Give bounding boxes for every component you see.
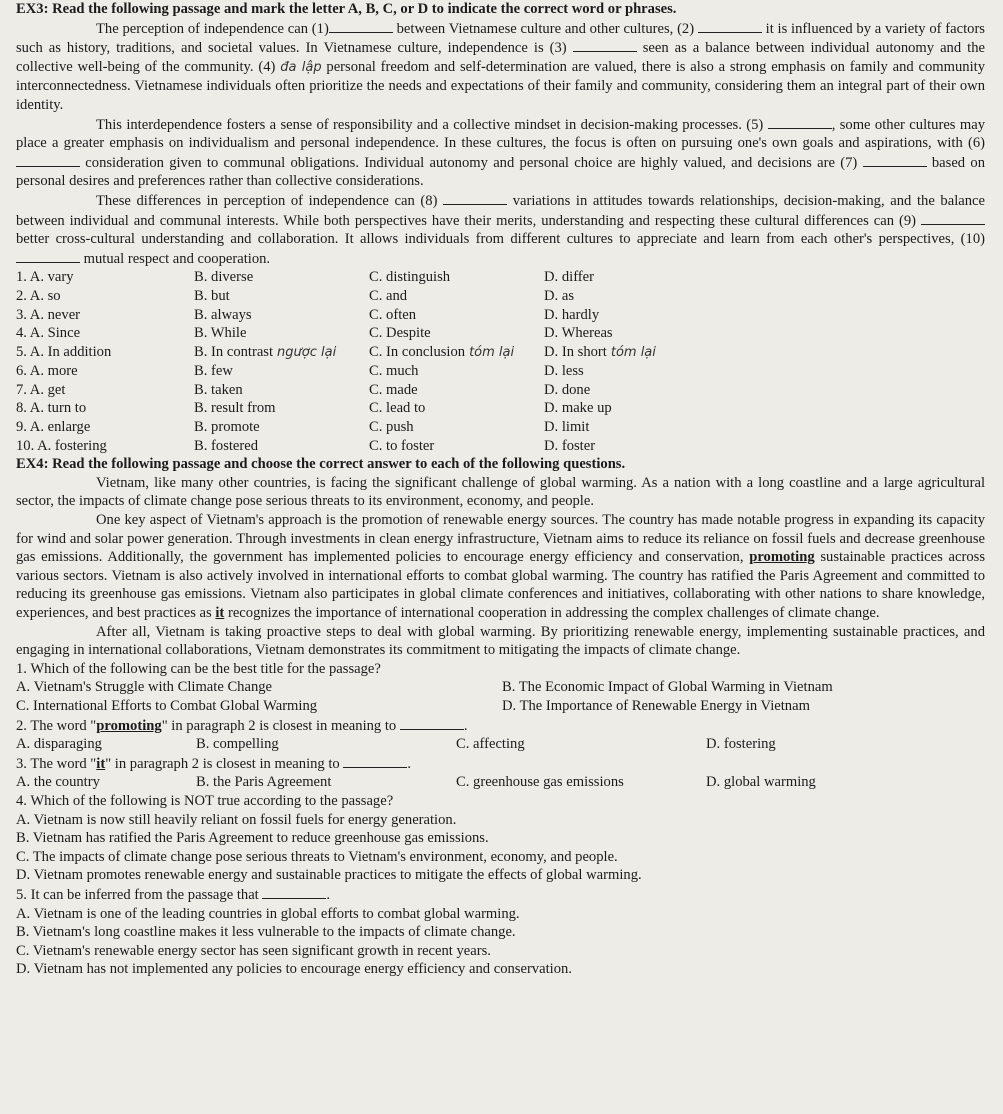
option-2d[interactable]: D. as	[544, 287, 574, 304]
options-row-5	[16, 343, 985, 363]
option-9d[interactable]: D. limit	[544, 419, 590, 436]
ex3-paragraph-3: These differences in perception of independence can (8) variations in attitudes towards relationships, decision-making, and the balance between individual and communal interests. While both perspectives have their merits, understanding and respecting these cultural differences can (9) better cross-cultural understanding and collaboration. It allows individuals from different cultures to appreciate and learn from each other's perspectives, (10) mutual respect and cooperation.	[16, 192, 985, 267]
options-row-7	[16, 381, 985, 400]
q4-option-b[interactable]: B. Vietnam has ratified the Paris Agreement to reduce greenhouse gas emissions.	[16, 830, 489, 847]
options-row-4	[16, 324, 985, 343]
handwritten-note-5b: ngược lại	[277, 344, 337, 360]
q1-option-b[interactable]: B. The Economic Impact of Global Warming in Vietnam	[502, 679, 833, 696]
q3-option-c[interactable]: C. greenhouse gas emissions	[456, 774, 624, 791]
q2-option-a[interactable]: A. disparaging	[16, 736, 102, 753]
option-8a[interactable]: 8. A. turn to	[16, 400, 87, 417]
ex3-paragraph-2: This interdependence fosters a sense of responsibility and a collective mindset in decision-making processes. (5) , some other cultures may place a greater emphasis on individualism and personal independence. In these cultures, the focus is often on pursuing one's own goals and aspirations, with (6) consideration given to communal obligations. Individual autonomy and personal choice are highly valued, and decisions are (7) based on personal desires and preferences rather than collective considerations.	[16, 116, 986, 190]
option-4d[interactable]: D. Whereas	[544, 325, 613, 342]
option-5a[interactable]: 5. A. In addition	[16, 343, 112, 360]
options-row-2	[16, 287, 985, 306]
blank-5	[768, 115, 832, 129]
option-3d[interactable]: D. hardly	[544, 306, 600, 323]
ex4-paragraph-3: After all, Vietnam is taking proactive steps to deal with global warming. By prioritizing renewable energy, implementing sustainable practices, and engaging in international collaborations, Vietnam demonstrates its commitment to mitigating the impacts of climate change.	[16, 623, 985, 659]
option-9c[interactable]: C. push	[369, 419, 414, 436]
q2-option-c[interactable]: C. affecting	[456, 736, 525, 753]
keyword-it: it	[215, 605, 225, 621]
question-5-stem: 5. It can be inferred from the passage that .	[16, 886, 331, 903]
option-5b[interactable]: B. In contrast	[194, 343, 274, 360]
ex3-options	[16, 268, 985, 455]
q5-option-b[interactable]: B. Vietnam's long coastline makes it less vulnerable to the impacts of climate change.	[16, 924, 516, 941]
option-8d[interactable]: D. make up	[544, 400, 612, 417]
blank-8	[443, 191, 507, 205]
option-2a[interactable]: 2. A. so	[16, 287, 61, 304]
q2-option-b[interactable]: B. compelling	[196, 736, 279, 753]
handwritten-answer-4: đa lập	[280, 59, 322, 75]
q3-option-b[interactable]: B. the Paris Agreement	[196, 774, 332, 791]
blank-9	[921, 211, 985, 225]
options-row-10	[16, 437, 985, 456]
option-10d[interactable]: D. foster	[544, 437, 596, 454]
q1-option-d[interactable]: D. The Importance of Renewable Energy in Vietnam	[502, 697, 810, 714]
options-row-1	[16, 268, 985, 287]
option-6c[interactable]: C. much	[369, 363, 419, 380]
option-2b[interactable]: B. but	[194, 287, 230, 304]
blank-7	[863, 153, 927, 167]
q4-option-d[interactable]: D. Vietnam promotes renewable energy and sustainable practices to mitigate the effects of global warming.	[16, 867, 642, 884]
question-3-stem: 3. The word "it" in paragraph 2 is closest in meaning to .	[16, 755, 412, 772]
ex4-question-4	[16, 792, 985, 885]
option-4b[interactable]: B. While	[194, 325, 247, 342]
ex4-question-5	[16, 885, 985, 979]
ex3-passage	[16, 19, 985, 269]
q4-option-a[interactable]: A. Vietnam is now still heavily reliant on fossil fuels for energy generation.	[16, 811, 457, 828]
q5-option-a[interactable]: A. Vietnam is one of the leading countries in global efforts to combat global warming.	[16, 905, 520, 922]
q5-option-d[interactable]: D. Vietnam has not implemented any policies to encourage energy efficiency and conservation.	[16, 961, 572, 978]
q3-option-a[interactable]: A. the country	[16, 774, 100, 791]
option-5d[interactable]: D. In short	[544, 343, 607, 360]
option-6d[interactable]: D. less	[544, 363, 584, 380]
q1-option-a[interactable]: A. Vietnam's Struggle with Climate Change	[16, 679, 273, 696]
option-6a[interactable]: 6. A. more	[16, 363, 78, 380]
ex3-paragraph-1: The perception of independence can (1) between Vietnamese culture and other cultures, (2) it is influenced by a variety of factors such as history, traditions, and societal values. In Vietnamese culture, independence is (3) seen as a balance between individual autonomy and the collective well-being of the community. (4) đa lập personal freedom and self-determination are valued, there is also a strong emphasis on family and community interconnectedness. Vietnamese individuals often prioritize the needs and expectations of their family and community, considering them an integral part of their own identity.	[16, 20, 986, 113]
option-7b[interactable]: B. taken	[194, 381, 243, 398]
question-4-stem: 4. Which of the following is NOT true according to the passage?	[16, 792, 394, 809]
blank-6	[16, 153, 80, 167]
ex4-title: EX4: Read the following passage and choose the correct answer to each of the following questions.	[16, 456, 626, 473]
option-8c[interactable]: C. lead to	[369, 400, 426, 417]
q2-blank	[400, 716, 464, 730]
ex4-question-3	[16, 754, 985, 792]
option-7d[interactable]: D. done	[544, 381, 591, 398]
ex4-question-2	[16, 716, 985, 754]
option-3a[interactable]: 3. A. never	[16, 306, 81, 323]
option-2c[interactable]: C. and	[369, 287, 408, 304]
option-9a[interactable]: 9. A. enlarge	[16, 419, 91, 436]
ex4-question-1	[16, 660, 985, 716]
option-1d[interactable]: D. differ	[544, 269, 594, 286]
question-1-stem: 1. Which of the following can be the best title for the passage?	[16, 660, 381, 677]
option-8b[interactable]: B. result from	[194, 400, 276, 417]
option-1b[interactable]: B. diverse	[194, 269, 254, 286]
blank-10	[16, 249, 80, 263]
options-row-8	[16, 399, 985, 418]
option-1c[interactable]: C. distinguish	[369, 269, 451, 286]
q5-blank	[262, 885, 326, 899]
q4-option-c[interactable]: C. The impacts of climate change pose serious threats to Vietnam's environment, economy, and people.	[16, 848, 618, 865]
q1-option-c[interactable]: C. International Efforts to Combat Global Warming	[16, 697, 318, 714]
question-2-stem: 2. The word "promoting" in paragraph 2 is closest in meaning to .	[16, 717, 468, 734]
handwritten-note-5d: tóm lại	[610, 344, 656, 360]
handwritten-note-5c: tóm lại	[469, 344, 515, 360]
options-row-9	[16, 418, 985, 437]
option-3c[interactable]: C. often	[369, 306, 417, 323]
blank-2	[698, 19, 762, 33]
option-10c[interactable]: C. to foster	[369, 437, 435, 454]
q3-option-d[interactable]: D. global warming	[706, 774, 816, 791]
option-3b[interactable]: B. always	[194, 306, 252, 323]
option-5c[interactable]: C. In conclusion	[369, 343, 466, 360]
options-row-3	[16, 306, 985, 325]
blank-3	[573, 38, 637, 52]
option-10b[interactable]: B. fostered	[194, 437, 259, 454]
ex4-paragraph-2: One key aspect of Vietnam's approach is the promotion of renewable energy sources. The country has made notable progress in expanding its capacity for wind and solar power generation. Through investments in clean energy infrastructure, Vietnam aims to reduce its reliance on fossil fuels and decrease greenhouse gas emissions. Additionally, the government has implemented policies to encourage energy efficiency and conservation, promoting sustainable practices across various sectors. Vietnam is also actively involved in international efforts to combat global warming. The country has ratified the Paris Agreement and committed to reducing its greenhouse gas emissions. Vietnam also participates in global climate conferences and initiatives, collaborating with other nations to share knowledge, experiences, and best practices as it recognizes the importance of international cooperation in addressing the complex challenges of climate change.	[16, 512, 986, 621]
option-1a[interactable]: 1. A. vary	[16, 269, 74, 286]
option-9b[interactable]: B. promote	[194, 419, 260, 436]
q5-option-c[interactable]: C. Vietnam's renewable energy sector has seen significant growth in recent years.	[16, 942, 491, 959]
blank-1	[329, 19, 393, 33]
ex4-passage	[16, 474, 985, 660]
option-4c[interactable]: C. Despite	[369, 325, 431, 342]
keyword-promoting: promoting	[749, 549, 815, 566]
option-4a[interactable]: 4. A. Since	[16, 325, 81, 342]
ex4-paragraph-1: Vietnam, like many other countries, is facing the significant challenge of global warming. As a nation with a long coastline and a large agricultural sector, the impacts of climate change pose serious threats to its environment, economy, and people.	[16, 474, 985, 510]
options-row-6	[16, 362, 985, 381]
option-7c[interactable]: C. made	[369, 381, 418, 398]
q2-option-d[interactable]: D. fostering	[706, 736, 776, 753]
option-6b[interactable]: B. few	[194, 363, 233, 380]
option-7a[interactable]: 7. A. get	[16, 381, 66, 398]
q3-blank	[343, 754, 407, 768]
option-10a[interactable]: 10. A. fostering	[16, 437, 107, 454]
ex3-title: EX3: Read the following passage and mark the letter A, B, C, or D to indicate the correct word or phrases.	[16, 1, 677, 17]
